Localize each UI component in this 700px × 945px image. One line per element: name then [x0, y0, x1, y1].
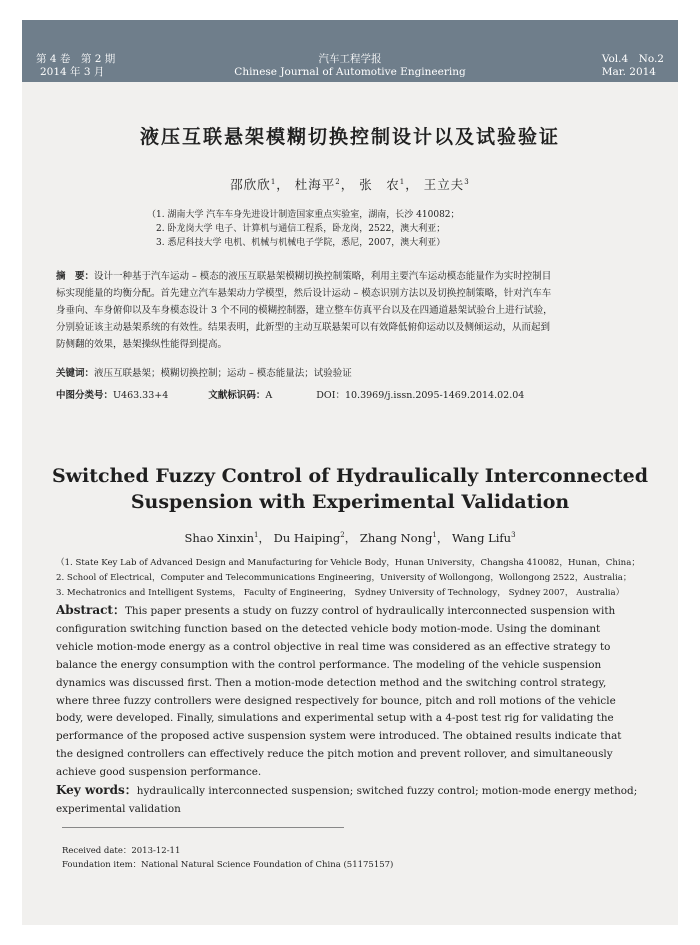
abstract-en-line: the designed controllers can effectively reduce the pitch motion and prevent rollover, and simultaneously — [56, 748, 613, 761]
abstract-cn-line: 身垂向、车身俯仰以及车身模态设计 3 个不同的模糊控制器，建立整车仿真平台以及在四通道悬架试验台上进行试验， — [56, 305, 553, 316]
received-date: Received date：2013-12-11 — [62, 846, 181, 856]
english-authors — [22, 530, 678, 546]
foundation-item: Foundation item：National Natural Science Foundation of China (51175157) — [62, 860, 394, 870]
abstract-en-line: configuration switching function based on the detected vehicle body motion-mode. Using the dominant — [56, 622, 601, 635]
author-cn-4: 王立夫$^3$ — [423, 177, 470, 192]
paper-page — [22, 20, 678, 925]
english-affiliations — [56, 556, 646, 601]
header-volume-cn: 第 4 卷 第 2 期 — [36, 53, 116, 65]
header-journal-en: Chinese Journal of Automotive Engineering — [234, 66, 466, 78]
author-en-4: Wang Lifu$^3$ — [451, 531, 516, 545]
affiliation-en-3: 3. Mechatronics and Intelligent Systems， Faculty of Engineering， Sydney University of Technology， Sydney 2007， Australia） — [56, 588, 625, 598]
abstract-en-line: performance of the proposed active suspension system were introduced. The obtained results indicate that — [56, 730, 622, 743]
affiliation-cn-2: 2. 卧龙岗大学 电子、计算机与通信工程系，卧龙岗，2522，澳大利亚； — [156, 224, 446, 234]
abstract-en-line: body, were developed. Finally, simulations and experimental setup with a 4-post test rig for validating the — [56, 712, 614, 725]
header-date-en: Mar. 2014 — [601, 66, 656, 78]
english-abstract — [56, 602, 646, 819]
chinese-title: 液压互联悬架模糊切换控制设计以及试验验证 — [139, 126, 560, 148]
clc-value: U463.33+4 — [113, 390, 169, 401]
abstract-en-line: balance the energy consumption with the control performance. The modeling of the vehicle suspension — [56, 658, 602, 671]
affiliation-en-2: 2. School of Electrical，Computer and Telecommunications Engineering，University of Wollongong，Wollongong 2522，Australia； — [56, 573, 632, 583]
chinese-affiliations — [147, 208, 567, 250]
abstract-cn-line: 分别验证该主动悬架系统的有效性。结果表明，此新型的主动互联悬架可以有效降低俯仰运动以及侧倾运动，从而起到 — [56, 322, 551, 333]
abstract-en-line: where three fuzzy controllers were designed respectively for bounce, pitch and roll motions of the vehicle — [56, 694, 616, 707]
author-en-1: Shao Xinxin$^1$， — [184, 531, 270, 545]
classification-row — [56, 387, 646, 404]
abstract-en-label: Abstract： — [56, 603, 125, 617]
author-en-2: Du Haiping$^2$， — [273, 531, 357, 545]
doc-code-value: A — [265, 390, 273, 401]
journal-header-band — [22, 20, 678, 82]
author-cn-3: 张 农$^1$ — [359, 177, 406, 192]
abstract-en-line: achieve good suspension performance. — [56, 766, 262, 779]
keywords-cn-label: 关键词： — [56, 368, 95, 379]
abstract-en-line: vehicle motion-mode energy as a control objective in real time was considered as an effective strategy to — [56, 640, 611, 653]
english-title: Switched Fuzzy Control of Hydraulically Interconnected Suspension with Experimental Validation — [51, 465, 649, 513]
keywords-en-label: Key words： — [56, 783, 137, 798]
abstract-cn-line: 设计一种基于汽车运动 – 模态的液压互联悬架模糊切换控制策略，利用主要汽车运动模态能量作为实时控制目 — [94, 271, 552, 282]
affiliation-cn-1: （1. 湖南大学 汽车车身先进设计制造国家重点实验室，湖南，长沙 410082； — [147, 210, 460, 220]
header-volume-en: Vol.4 No.2 — [601, 53, 664, 65]
english-keywords: Key words：hydraulically interconnected suspension; switched fuzzy control; motion-mode energy method; — [56, 783, 638, 798]
abstract-cn-line: 防侧翻的效果，悬架操纵性能得到提高。 — [56, 339, 228, 350]
header-journal-cn: 汽车工程学报 — [318, 53, 382, 65]
author-cn-1: 邵欣欣$^1$ — [230, 177, 277, 192]
author-cn-2: 杜海平$^2$ — [294, 177, 341, 192]
abstract-en-line: This paper presents a study on fuzzy control of hydraulically interconnected suspension with — [124, 605, 616, 617]
abstract-cn-label: 摘 要： — [56, 271, 95, 282]
doc-code-label: 文献标识码： — [208, 390, 266, 401]
chinese-keywords: 关键词：液压互联悬架；模糊切换控制；运动 – 模态能量法；试验验证 — [56, 368, 352, 379]
clc-label: 中图分类号： — [56, 390, 114, 401]
affiliation-en-1: （1. State Key Lab of Advanced Design and Manufacturing for Vehicle Body，Hunan University，Changsha 410082，Hunan，China； — [56, 558, 640, 568]
affiliation-cn-3: 3. 悉尼科技大学 电机、机械与机械电子学院，悉尼，2007，澳大利亚） — [156, 238, 446, 248]
abstract-en-line: dynamics was discussed first. Then a motion-mode detection method and the switching control strategy, — [56, 676, 607, 689]
doi: DOI：10.3969/j.issn.2095-1469.2014.02.04 — [316, 390, 525, 401]
header-date-cn: 2014 年 3 月 — [40, 66, 105, 78]
chinese-abstract — [56, 268, 646, 353]
author-en-3: Zhang Nong$^1$， — [359, 531, 449, 545]
footnote-divider — [62, 827, 344, 828]
english-keywords-cont: experimental validation — [56, 802, 181, 815]
chinese-authors: 邵欣欣$^1$， 杜海平$^2$， 张 农$^1$， 王立夫$^3$ — [230, 177, 470, 192]
abstract-cn-line: 标实现能量的均衡分配。首先建立汽车悬架动力学模型，然后设计运动 – 模态识别方法以及切换控制策略，针对汽车车 — [56, 288, 552, 299]
